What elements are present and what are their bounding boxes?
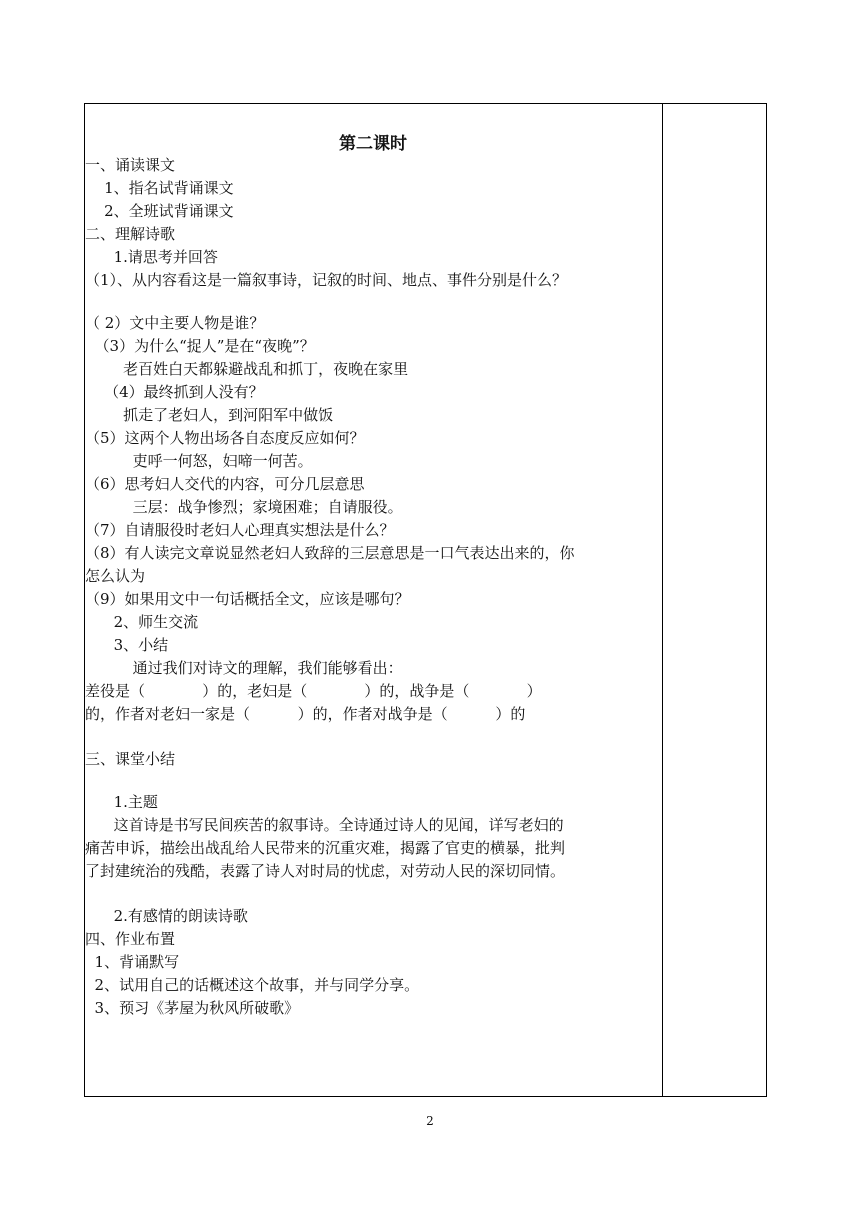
text-line: 2.有感情的朗读诗歌 <box>85 907 248 925</box>
page-number: 2 <box>426 1114 434 1128</box>
text-line: （3）为什么“捉人”是在“夜晚”？ <box>85 337 315 355</box>
text-line: 3、预习《茅屋为秋风所破歌》 <box>85 999 300 1017</box>
text-line: （4）最终抓到人没有？ <box>85 383 264 401</box>
text-line: （5）这两个人物出场各自态度反应如何？ <box>85 429 365 447</box>
text-line: 一、诵读课文 <box>85 156 176 174</box>
fill-in-blank-line: 的，作者对老妇一家是（ ）的，作者对战争是（ ）的 <box>85 705 526 723</box>
text-line: 1.主题 <box>85 793 158 811</box>
text-line: 三层：战争惨烈；家境困难；自请服役。 <box>85 498 403 516</box>
text-line: 怎么认为 <box>85 567 146 585</box>
section-heading: 四、作业布置 <box>85 930 176 948</box>
text-line: 2、试用自己的话概述这个故事，并与同学分享。 <box>85 976 420 994</box>
text-line: （7）自请服役时老妇人心理真实想法是什么？ <box>85 521 395 539</box>
text-line: 老百姓白天都躲避战乱和抓丁，夜晚在家里 <box>85 360 409 378</box>
text-line: 3、小结 <box>85 636 169 654</box>
text-line: （ 2）文中主要人物是谁？ <box>85 314 265 332</box>
text-line: 1、背诵默写 <box>85 953 180 971</box>
text-line: （6）思考妇人交代的内容，可分几层意思 <box>85 475 365 493</box>
text-line: 2、师生交流 <box>85 613 199 631</box>
paragraph-line: 痛苦申诉，描绘出战乱给人民带来的沉重灾难，揭露了官吏的横暴，批判 <box>85 839 566 857</box>
text-line: （9）如果用文中一句话概括全文，应该是哪句？ <box>85 590 410 608</box>
text-line: 2、全班试背诵课文 <box>85 202 234 220</box>
text-line: 二、理解诗歌 <box>85 225 176 243</box>
text-line: （1）、从内容看这是一篇叙事诗，记叙的时间、地点、事件分别是什么？ <box>85 271 568 289</box>
text-line: 抓走了老妇人，到河阳军中做饭 <box>85 406 334 424</box>
text-line: 通过我们对诗文的理解，我们能够看出： <box>85 659 403 677</box>
text-line: （8）有人读完文章说显然老妇人致辞的三层意思是一口气表达出来的，你 <box>85 544 575 562</box>
lesson-content-cell <box>85 104 661 1096</box>
text-line: 1.请思考并回答 <box>85 248 218 266</box>
fill-in-blank-line: 差役是（ ）的，老妇是（ ）的，战争是（ ） <box>85 682 542 700</box>
text-line: 1、指名试背诵课文 <box>85 179 234 197</box>
paragraph-line: 这首诗是书写民间疾苦的叙事诗。全诗通过诗人的见闻，详写老妇的 <box>85 816 564 834</box>
section-heading: 三、课堂小结 <box>85 750 176 768</box>
lesson-title: 第二课时 <box>339 134 407 154</box>
paragraph-line: 了封建统治的残酷，表露了诗人对时局的忧虑，对劳动人民的深切同情。 <box>85 862 566 880</box>
lesson-table <box>84 103 767 1097</box>
column-divider <box>662 104 663 1096</box>
text-line: 吏呼一何怒，妇啼一何苦。 <box>85 452 313 470</box>
